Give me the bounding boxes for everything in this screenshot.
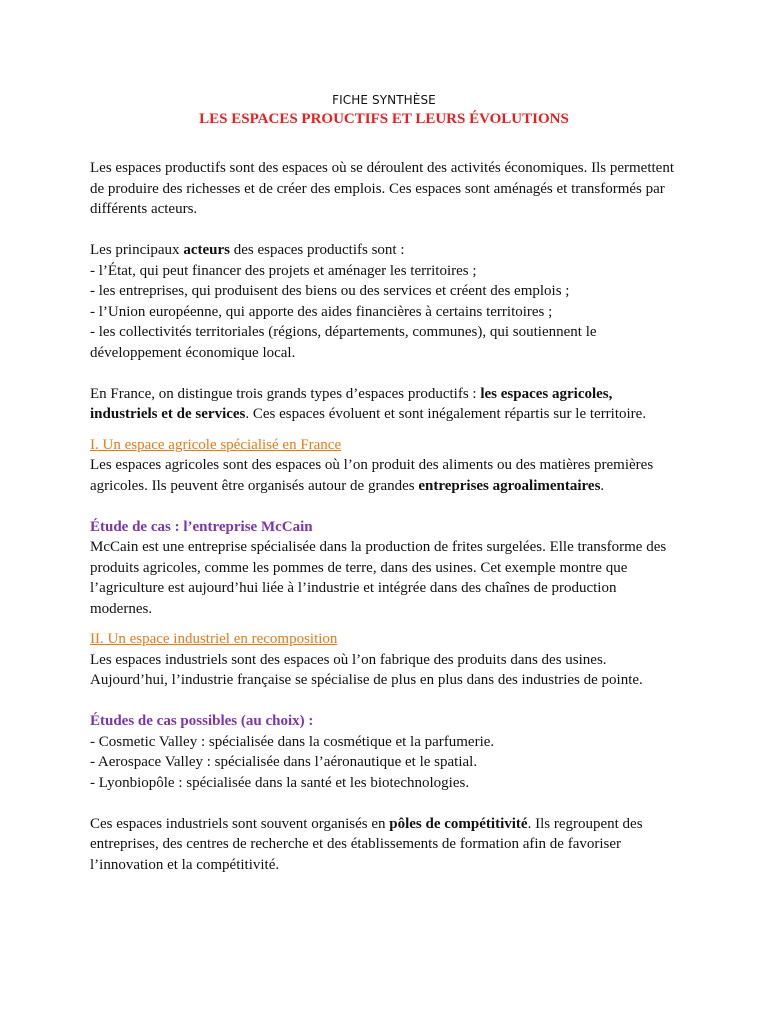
paragraph-line: McCain est une entreprise spécialisée dans la production de frites surgelées. Elle transforme des [90,539,667,555]
section-heading-industriel: II. Un espace industriel en recomposition [90,631,338,647]
list-item: - les entreprises, qui produisent des biens ou des services et créent des emplois ; [90,283,570,299]
paragraph-line: produits agricoles, comme les pommes de terre, dans des usines. Cet exemple montre que [90,559,628,576]
paragraph-line: industriels et de services. Ces espaces évoluent et sont inégalement répartis sur le territoire. [90,406,647,422]
paragraph-line: agricoles. Ils peuvent être organisés autour de grandes entreprises agroalimentaires. [90,477,605,494]
document-type: FICHE SYNTHÈSE [332,93,436,107]
section-agricole [90,435,690,620]
actors-paragraph [90,240,690,363]
section-industriel [90,629,690,875]
paragraph-line: l’agriculture est aujourd’hui liée à l’industrie et intégrée dans des chaînes de production [90,580,617,596]
paragraph-line: Les espaces agricoles sont des espaces où l’on produit des aliments ou des matières premières [90,457,654,473]
paragraph-line: différents acteurs. [90,201,198,217]
paragraph-line: modernes. [90,600,153,617]
paragraph-line: de produire des richesses et de créer des emplois. Ces espaces sont aménagés et transformés par [90,180,665,197]
keyword-espaces: les espaces agricoles, [480,385,613,402]
paragraph-line: Ces espaces industriels sont souvent organisés en pôles de compétitivité. Ils regroupent des [90,815,643,832]
list-item: - l’État, qui peut financer des projets et aménager les territoires ; [90,262,477,279]
keyword-poles: pôles de compétitivité [389,815,528,832]
list-item: - Cosmetic Valley : spécialisée dans la cosmétique et la parfumerie. [90,733,495,750]
types-paragraph [90,384,690,425]
keyword-acteurs: acteurs [183,242,230,258]
document-body [90,158,690,875]
intro-paragraph [90,158,690,220]
document-title: LES ESPACES PROUCTIFS ET LEURS ÉVOLUTIONS [199,111,569,127]
document-header [0,92,768,129]
list-item: - l’Union européenne, qui apporte des aides financières à certains territoires ; [90,303,553,320]
section-heading-agricole: I. Un espace agricole spécialisé en France [90,436,342,453]
actors-lead: Les principaux acteurs des espaces productifs sont : [90,242,405,258]
paragraph-line: Les espaces industriels sont des espaces où l’on fabrique des produits dans des usines. [90,651,607,668]
list-item: - Aerospace Valley : spécialisée dans l’aéronautique et le spatial. [90,754,478,770]
keyword-secteurs: industriels et de services [90,406,246,422]
paragraph-line: Aujourd’hui, l’industrie française se spécialise de plus en plus dans des industries de pointe. [90,672,643,688]
list-item: - Lyonbiopôle : spécialisée dans la santé et les biotechnologies. [90,774,470,791]
paragraph-line: En France, on distingue trois grands types d’espaces productifs : les espaces agricoles, [90,385,613,402]
list-item: développement économique local. [90,344,296,361]
paragraph-line: entreprises, des centres de recherche et des établissements de formation afin de favoriser [90,836,622,852]
keyword-agroalimentaires: entreprises agroalimentaires [418,477,601,494]
paragraph-line: l’innovation et la compétitivité. [90,856,280,873]
list-item: - les collectivités territoriales (régions, départements, communes), qui soutiennent le [90,324,597,340]
paragraph-line: Les espaces productifs sont des espaces où se déroulent des activités économiques. Ils permettent [90,160,674,176]
case-study-heading-poles: Études de cas possibles (au choix) : [90,713,314,729]
case-study-heading-mccain: Étude de cas : l’entreprise McCain [90,518,313,535]
